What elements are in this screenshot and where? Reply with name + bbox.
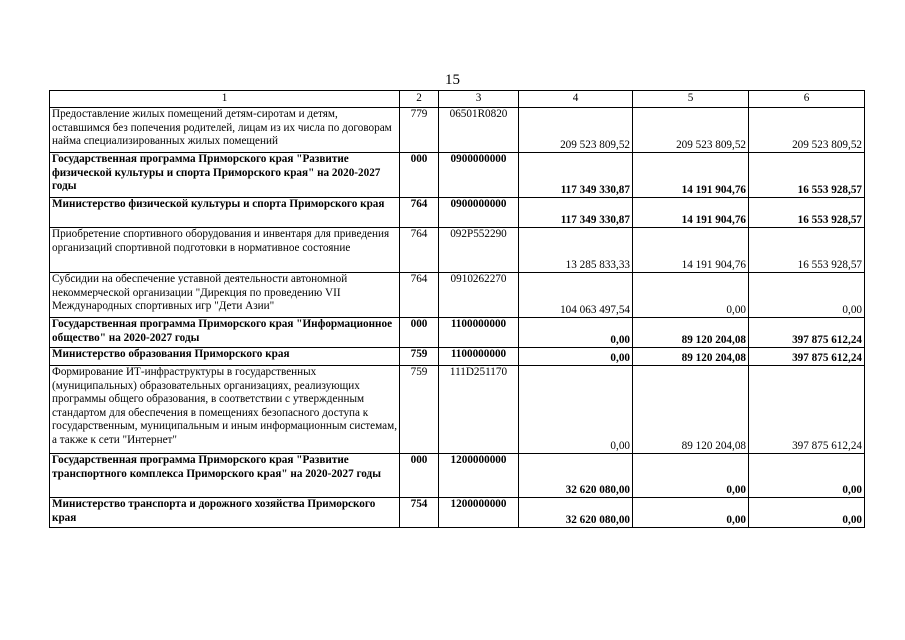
row-amount-col4: 117 349 330,87 <box>519 198 633 228</box>
row-amount-col6: 397 875 612,24 <box>749 318 865 348</box>
row-target-code: 1100000000 <box>439 348 519 366</box>
column-header: 2 <box>400 91 439 108</box>
row-amount-col5: 14 191 904,76 <box>633 198 749 228</box>
row-admin-code: 764 <box>400 273 439 318</box>
row-amount-col5: 89 120 204,08 <box>633 318 749 348</box>
row-amount-col4: 13 285 833,33 <box>519 228 633 273</box>
row-amount-col4: 32 620 080,00 <box>519 498 633 528</box>
row-name: Государственная программа Приморского края "Развитие физической культуры и спорта Приморского края" на 2020-2027 годы <box>50 153 400 198</box>
row-amount-col6: 0,00 <box>749 454 865 498</box>
table-row <box>50 273 865 318</box>
column-header: 6 <box>749 91 865 108</box>
row-name: Предоставление жилых помещений детям-сиротам и детям, оставшимся без попечения родителей, лицам из их числа по договорам найма специализированных жилых помещений <box>50 108 400 153</box>
row-amount-col5: 89 120 204,08 <box>633 366 749 454</box>
row-admin-code: 779 <box>400 108 439 153</box>
row-amount-col6: 209 523 809,52 <box>749 108 865 153</box>
row-amount-col5: 0,00 <box>633 273 749 318</box>
row-amount-col4: 32 620 080,00 <box>519 454 633 498</box>
budget-table <box>49 90 865 528</box>
row-target-code: 111D251170 <box>439 366 519 454</box>
row-name: Министерство физической культуры и спорта Приморского края <box>50 198 400 228</box>
row-target-code: 1200000000 <box>439 498 519 528</box>
column-header: 5 <box>633 91 749 108</box>
table-row <box>50 498 865 528</box>
table-row <box>50 153 865 198</box>
row-name: Государственная программа Приморского края "Развитие транспортного комплекса Приморского края" на 2020-2027 годы <box>50 454 400 498</box>
row-name: Министерство образования Приморского края <box>50 348 400 366</box>
row-amount-col6: 16 553 928,57 <box>749 198 865 228</box>
row-amount-col6: 0,00 <box>749 498 865 528</box>
row-target-code: 1100000000 <box>439 318 519 348</box>
row-admin-code: 759 <box>400 348 439 366</box>
column-header: 4 <box>519 91 633 108</box>
row-amount-col5: 14 191 904,76 <box>633 228 749 273</box>
row-admin-code: 754 <box>400 498 439 528</box>
row-admin-code: 764 <box>400 228 439 273</box>
row-target-code: 1200000000 <box>439 454 519 498</box>
row-amount-col6: 16 553 928,57 <box>749 153 865 198</box>
row-amount-col6: 0,00 <box>749 273 865 318</box>
row-admin-code: 764 <box>400 198 439 228</box>
row-target-code: 0900000000 <box>439 198 519 228</box>
row-amount-col5: 0,00 <box>633 498 749 528</box>
row-amount-col6: 397 875 612,24 <box>749 348 865 366</box>
row-amount-col4: 104 063 497,54 <box>519 273 633 318</box>
row-amount-col4: 117 349 330,87 <box>519 153 633 198</box>
row-name: Министерство транспорта и дорожного хозяйства Приморского края <box>50 498 400 528</box>
row-name: Государственная программа Приморского края "Информационное общество" на 2020-2027 годы <box>50 318 400 348</box>
row-target-code: 0900000000 <box>439 153 519 198</box>
table-row <box>50 454 865 498</box>
table-header-row <box>50 91 865 108</box>
row-amount-col4: 209 523 809,52 <box>519 108 633 153</box>
row-amount-col5: 89 120 204,08 <box>633 348 749 366</box>
table-row <box>50 198 865 228</box>
row-amount-col4: 0,00 <box>519 366 633 454</box>
table-row <box>50 366 865 454</box>
row-amount-col6: 16 553 928,57 <box>749 228 865 273</box>
row-amount-col4: 0,00 <box>519 348 633 366</box>
row-name: Приобретение спортивного оборудования и инвентаря для приведения организаций спортивной подготовки в нормативное состояние <box>50 228 400 273</box>
column-header: 1 <box>50 91 400 108</box>
row-admin-code: 000 <box>400 153 439 198</box>
table-row <box>50 318 865 348</box>
row-target-code: 092P552290 <box>439 228 519 273</box>
row-admin-code: 000 <box>400 454 439 498</box>
row-target-code: 06501R0820 <box>439 108 519 153</box>
page-number: 15 <box>445 72 460 88</box>
table-row <box>50 108 865 153</box>
row-amount-col4: 0,00 <box>519 318 633 348</box>
table-row <box>50 348 865 366</box>
row-amount-col6: 397 875 612,24 <box>749 366 865 454</box>
table-row <box>50 228 865 273</box>
row-amount-col5: 209 523 809,52 <box>633 108 749 153</box>
row-admin-code: 759 <box>400 366 439 454</box>
row-amount-col5: 0,00 <box>633 454 749 498</box>
row-target-code: 0910262270 <box>439 273 519 318</box>
row-name: Субсидии на обеспечение уставной деятельности автономной некоммерческой организации "Дирекция по проведению VII Международных спортивных игр "Дети Азии" <box>50 273 400 318</box>
row-name: Формирование ИТ-инфраструктуры в государственных (муниципальных) образовательных организациях, реализующих программы общего образования, в соответствии с утвержденным стандартом для обеспечения в помещениях безопасного доступа к государственным, муниципальным и иным информационным системам, а также к сети "Интернет" <box>50 366 400 454</box>
row-amount-col5: 14 191 904,76 <box>633 153 749 198</box>
row-admin-code: 000 <box>400 318 439 348</box>
column-header: 3 <box>439 91 519 108</box>
